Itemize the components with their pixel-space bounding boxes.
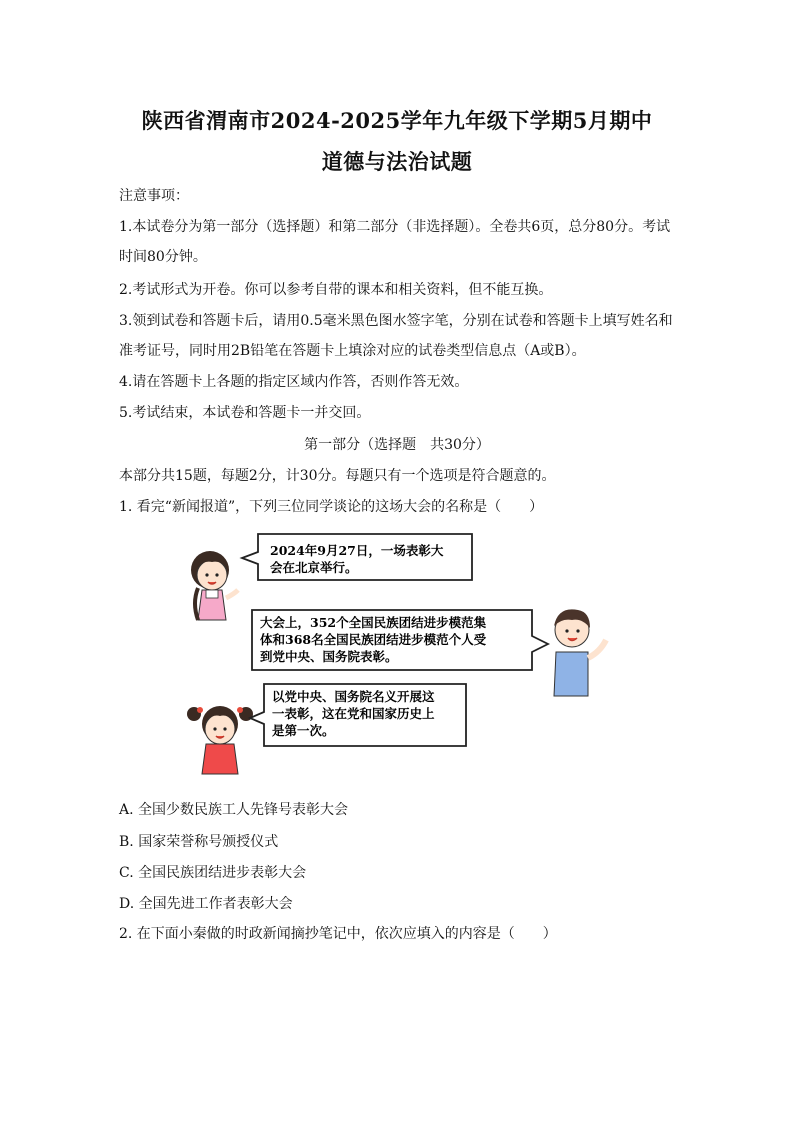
bubble-3-line-2: 一表彰，这在党和国家历史上 <box>272 706 435 721</box>
option-d[interactable]: D. 全国先进工作者表彰大会 <box>119 896 293 912</box>
exam-title: 陕西省渭南市2024-2025学年九年级下学期5月期中 <box>141 108 653 133</box>
notice-line-3a: 3.领到试卷和答题卡后，请用0.5毫米黑色图水签字笔，分别在试卷和答题卡上填写姓名和 <box>119 313 673 329</box>
bubble-2-line-3: 到党中央、国务院表彰。 <box>260 649 398 664</box>
boy-figure <box>554 609 606 696</box>
option-a[interactable]: A. 全国少数民族工人先锋号表彰大会 <box>119 802 349 818</box>
notice-line-1b: 时间80分钟。 <box>119 249 207 265</box>
q1-illustration <box>186 528 626 778</box>
exam-subtitle: 道德与法治试题 <box>321 149 473 174</box>
bubble-1-line-1: 2024年9月27日，一场表彰大 <box>270 543 444 558</box>
notice-line-5: 5.考试结束，本试卷和答题卡一并交回。 <box>119 405 371 421</box>
girl-2-figure <box>187 706 253 774</box>
notice-line-2: 2.考试形式为开卷。你可以参考自带的课本和相关资料，但不能互换。 <box>119 282 553 298</box>
bubble-2-line-1: 大会上，352个全国民族团结进步模范集 <box>260 615 487 630</box>
girl-1-figure <box>191 551 238 620</box>
part1-intro: 本部分共15题，每题2分，计30分。每题只有一个选项是符合题意的。 <box>119 468 556 484</box>
bubble-3-line-1: 以党中央、国务院名义开展这 <box>272 689 435 704</box>
notice-line-4: 4.请在答题卡上各题的指定区域内作答，否则作答无效。 <box>119 374 469 390</box>
speech-bubble-1 <box>242 534 472 580</box>
speech-bubble-3 <box>250 684 466 746</box>
notice-heading: 注意事项： <box>119 188 189 204</box>
option-b[interactable]: B. 国家荣誉称号颁授仪式 <box>119 834 279 850</box>
speech-bubble-2 <box>252 610 548 670</box>
notice-line-1a: 1.本试卷分为第一部分（选择题）和第二部分（非选择题）。全卷共6页，总分80分。考试 <box>119 219 671 235</box>
bubble-3-line-3: 是第一次。 <box>272 723 335 738</box>
option-c[interactable]: C. 全国民族团结进步表彰大会 <box>119 865 307 881</box>
question-1-stem: 1. 看完“新闻报道”，下列三位同学谈论的这场大会的名称是（ ） <box>119 499 544 515</box>
part1-heading: 第一部分（选择题 共30分） <box>304 437 490 453</box>
question-2-stem: 2. 在下面小秦做的时政新闻摘抄笔记中，依次应填入的内容是（ ） <box>119 926 557 942</box>
notice-line-3b: 准考证号，同时用2B铅笔在答题卡上填涂对应的试卷类型信息点（A或B）。 <box>119 343 586 359</box>
bubble-1-line-2: 会在北京举行。 <box>270 560 358 575</box>
bubble-2-line-2: 体和368名全国民族团结进步模范个人受 <box>260 632 487 647</box>
